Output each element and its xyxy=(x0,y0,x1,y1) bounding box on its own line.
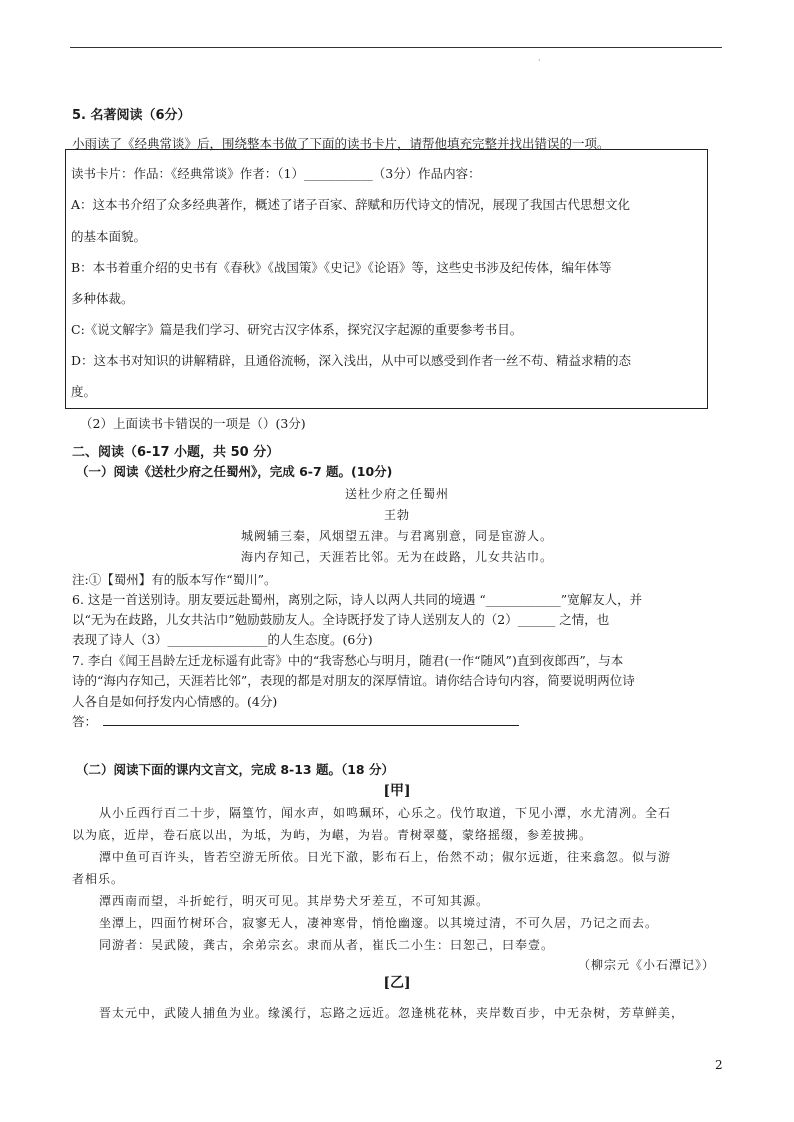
q5-title: 5. 名著阅读（6分） xyxy=(72,108,191,123)
card-option-c: C:《说文解字》篇是我们学习、研究古汉字体系，探究汉字起源的重要参考书目。 xyxy=(71,322,523,337)
page-number: 2 xyxy=(715,1058,723,1072)
card-option-b-line1: B：本书着重介绍的史书有《春秋》《战国策》《史记》《论语》等，这些史书涉及纪传体，编年体等 xyxy=(71,260,612,275)
yi-paragraph: 晋太元中，武陵人捕鱼为业。缘溪行，忘路之远近。忽逢桃花林，夹岸数百步，中无杂树，芳草鲜美， xyxy=(99,1006,685,1020)
header-rule xyxy=(70,47,722,48)
poem-note: 注:①【蜀州】有的版本写作“蜀川”。 xyxy=(72,572,277,587)
part2-title: 二、阅读（6-17 小题，共 50 分） xyxy=(72,445,280,460)
sec2-title: （二）阅读下面的课内文言文，完成 8-13 题。（18 分） xyxy=(76,762,394,777)
poem-title: 送杜少府之任蜀州 xyxy=(344,487,449,501)
card-option-b-line2: 多种体裁。 xyxy=(71,291,134,306)
sec1-title: （一）阅读《送杜少府之任蜀州》，完成 6-7 题。(10分) xyxy=(76,464,393,479)
jia-paragraph: 潭中鱼可百许头，皆若空游无所依。日光下澈，影布石上，佁然不动；俶尔远逝，往来翕忽。似与游 xyxy=(99,850,672,864)
q5-sub2: （2）上面读书卡错误的一项是（）(3分) xyxy=(80,416,306,431)
jia-paragraph: 以为底，近岸，卷石底以出，为坻，为屿，为嵁，为岩。青树翠蔓，蒙络摇缀，参差披拂。 xyxy=(72,828,593,842)
jia-paragraph: 潭西南而望，斗折蛇行，明灭可见。其岸势犬牙差互，不可知其源。 xyxy=(99,894,490,908)
jia-heading: [甲] xyxy=(383,783,411,799)
q6-line2: 以“无为在歧路，儿女共沾巾”勉励鼓励友人。全诗既抒发了诗人送别友人的（2）______ 之情，也 xyxy=(72,612,610,627)
yi-heading: [乙] xyxy=(383,975,411,991)
card-option-d-line1: D：这本书对知识的讲解精辟，且通俗流畅，深入浅出，从中可以感受到作者一丝不苟、精益求精的态 xyxy=(71,353,632,368)
reading-card xyxy=(65,149,708,409)
card-option-d-line2: 度。 xyxy=(71,384,97,399)
q6-line3: 表现了诗人（3）________________的人生态度。(6分) xyxy=(72,632,373,647)
poem-line-2: 海内存知己，天涯若比邻。无为在歧路，儿女共沾巾。 xyxy=(240,550,553,564)
q7-answer-label: 答： xyxy=(72,714,98,729)
header-dot: · xyxy=(538,56,541,65)
q7-line2: 诗的“海内存知己，天涯若比邻”，表现的都是对朋友的深厚情谊。请你结合诗句内容，简要说明两位诗 xyxy=(72,673,635,688)
q7-line3: 人各自是如何抒发内心情感的。(4分) xyxy=(72,694,278,709)
jia-source: （柳宗元《小石潭记》） xyxy=(578,958,716,972)
jia-paragraph: 从小丘西行百二十步，隔篁竹，闻水声，如鸣珮环，心乐之。伐竹取道，下见小潭，水尤清冽。全石 xyxy=(99,806,672,820)
card-option-a-line1: A：这本书介绍了众多经典著作，概述了诸子百家、辞赋和历代诗文的情况，展现了我国古代思想文化 xyxy=(71,197,631,212)
jia-paragraph: 同游者：吴武陵，龚古，余弟宗玄。隶而从者，崔氏二小生：曰恕己，曰奉壹。 xyxy=(99,938,555,952)
jia-paragraph: 坐潭上，四面竹树环合，寂寥无人，凄神寒骨，悄怆幽邃。以其境过清，不可久居，乃记之而去。 xyxy=(99,916,659,930)
card-header: 读书卡片：作品：《经典常谈》作者：（1）___________（3分）作品内容： xyxy=(71,166,481,181)
q5-intro: 小雨读了《经典常谈》后，围绕整本书做了下面的读书卡片，请帮他填充完整并找出错误的一项。 xyxy=(72,136,610,151)
q7-answer-line[interactable] xyxy=(103,725,519,726)
q6-line1: 6. 这是一首送别诗。朋友要远赴蜀州，离别之际，诗人以两人共同的境遇 “____________”宽解友人，并 xyxy=(72,592,643,607)
q7-line1: 7. 李白《闻王昌龄左迁龙标遥有此寄》中的“我寄愁心与明月，随君(一作“随风”)直到夜郎西”，与本 xyxy=(72,653,624,668)
jia-paragraph: 者相乐。 xyxy=(72,872,125,886)
poem-line-1: 城阙辅三秦，风烟望五津。与君离别意，同是宦游人。 xyxy=(240,529,553,543)
poem-author: 王勃 xyxy=(383,508,410,522)
card-option-a-line2: 的基本面貌。 xyxy=(71,229,147,244)
